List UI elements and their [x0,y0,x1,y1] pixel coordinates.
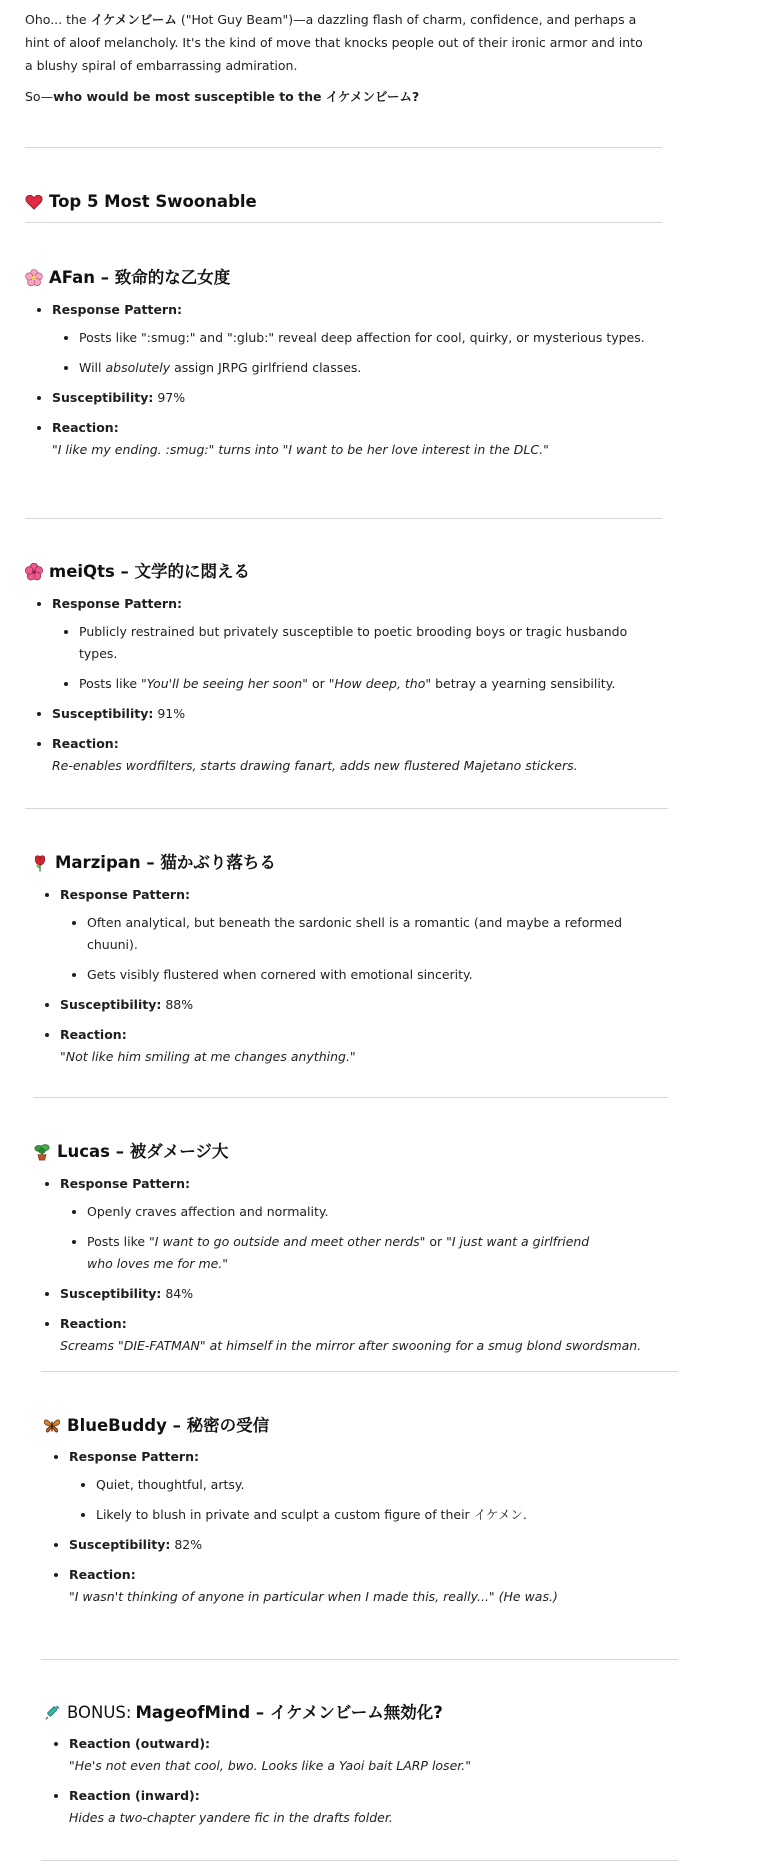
section-title: Lucas – 被ダメージ大 [57,1142,229,1161]
list-item: • Publicly restrained but privately susceptible to poetic brooding boys or tragic husbando types. [79,621,645,665]
reaction-text: "I like my ending. :smug:" turns into "I want to be her love interest in the DLC." [52,442,549,457]
section-bluebuddy [42,1446,662,1616]
section-title: BlueBuddy – 秘密の受信 [67,1416,270,1435]
divider [33,1097,668,1098]
divider [25,518,662,519]
section-heading-lucas [33,1141,228,1163]
section-heading-bluebuddy [43,1415,269,1437]
text: Posts like [79,676,142,691]
syringe-icon [43,1704,61,1722]
list-item [79,673,645,695]
list-item [69,1564,662,1608]
susceptibility-label: Susceptibility: [52,706,154,721]
butterfly-icon [43,1417,61,1435]
blossom-icon [25,269,43,287]
list-item [52,387,645,409]
text: betray a yearning sensibility. [431,676,616,691]
intro-text-rest: ("Hot Guy Beam")—a dazzling flash of charm, confidence, and perhaps a hint of aloof melancholy. It's the kind of move that knocks people out of their ironic armor and into a blushy spiral of embarrassing admiration. [25,12,643,73]
reaction-text: "I wasn't thinking of anyone in particular when I made this, really..." (He was.) [69,1589,558,1604]
section-afan [25,299,645,469]
section-lucas [33,1173,653,1365]
susceptibility-value: 84% [165,1286,194,1301]
potted-plant-icon [33,1143,51,1161]
response-pattern-label: Response Pattern: [52,302,182,317]
section-heading-afan [25,267,230,289]
emphasis: "You'll be seeing her soon" [141,676,308,691]
reaction-outward-label: Reaction (outward): [69,1736,211,1751]
list-item [52,703,645,725]
list-item: • Posts like ":smug:" and ":glub:" reveal deep affection for cool, quirky, or mysterious types. [79,327,645,349]
section-title: meiQts – 文学的に悶える [49,562,251,581]
intro-text: Oho... the [25,12,91,27]
top-heading-text: Top 5 Most Swoonable [49,192,257,211]
reaction-text: "He's not even that cool, bwo. Looks like a Yaoi bait LARP loser." [69,1758,471,1773]
divider [41,1371,678,1372]
divider [25,222,662,223]
list-item: • Openly craves affection and normality. [87,1201,653,1223]
list-item [87,1231,653,1275]
rose-icon [31,854,49,872]
question-prefix: So— [25,89,54,104]
response-pattern-label: Response Pattern: [69,1449,199,1464]
emphasis: "I want to go outside and meet other nerds" [149,1234,426,1249]
question-text: who would be most susceptible to the イケメンビーム? [53,89,420,104]
susceptibility-label: Susceptibility: [60,997,162,1012]
reaction-text: Hides a two-chapter yandere fic in the drafts folder. [69,1810,393,1825]
divider [25,147,662,148]
list-item [52,417,645,461]
reaction-inward-label: Reaction (inward): [69,1788,200,1803]
intro-highlight: イケメンビーム [90,12,177,27]
susceptibility-value: 97% [157,390,186,405]
susceptibility-value: 88% [165,997,194,1012]
text: or [307,676,329,691]
list-item [52,299,645,379]
reaction-label: Reaction: [60,1316,127,1331]
top-heading [25,191,257,213]
section-heading-marzipan [31,852,276,874]
intro [25,8,645,116]
reaction-text: Screams "DIE-FATMAN" at himself in the mirror after swooning for a smug blond swordsman. [60,1338,642,1353]
list-item [69,1733,662,1777]
susceptibility-label: Susceptibility: [69,1537,171,1552]
reaction-text: Re-enables wordfilters, starts drawing fanart, adds new flustered Majetano stickers. [52,758,578,773]
list-item [69,1446,662,1526]
text: Will [79,360,106,375]
divider [41,1659,678,1660]
list-item: • Quiet, thoughtful, artsy. [96,1474,662,1496]
hibiscus-icon [25,563,43,581]
emphasis: "How deep, tho" [328,676,432,691]
section-heading-meiqts [25,561,250,583]
intro-paragraph [25,8,645,77]
susceptibility-value: 91% [157,706,186,721]
section-title: Marzipan – 猫かぶり落ちる [55,853,276,872]
divider [25,808,668,809]
list-item [69,1785,662,1829]
section-heading-bonus [43,1702,443,1724]
list-item: • Often analytical, but beneath the sardonic shell is a romantic (and maybe a reformed chuuni). [87,912,653,956]
susceptibility-value: 82% [174,1537,203,1552]
reaction-label: Reaction: [52,420,119,435]
list-item [60,884,653,986]
reaction-text: "Not like him smiling at me changes anything." [60,1049,356,1064]
section-meiqts [25,593,645,785]
section-bonus [42,1733,662,1837]
emphasis: absolutely [105,360,171,375]
divider [41,1860,678,1861]
list-item [60,1024,653,1068]
list-item [69,1534,662,1556]
list-item [60,994,653,1016]
list-item [60,1283,653,1305]
text: Posts like [87,1234,150,1249]
list-item: • Likely to blush in private and sculpt a custom figure of their イケメン. [96,1504,662,1526]
bonus-prefix: BONUS: [67,1703,132,1722]
susceptibility-label: Susceptibility: [52,390,154,405]
reaction-label: Reaction: [60,1027,127,1042]
section-marzipan [33,884,653,1076]
list-item [79,357,645,379]
response-pattern-label: Response Pattern: [60,887,190,902]
list-item [60,1173,653,1275]
text: assign JRPG girlfriend classes. [170,360,362,375]
response-pattern-label: Response Pattern: [60,1176,190,1191]
susceptibility-label: Susceptibility: [60,1286,162,1301]
reaction-label: Reaction: [69,1567,136,1582]
text: or [425,1234,447,1249]
response-pattern-label: Response Pattern: [52,596,182,611]
reaction-label: Reaction: [52,736,119,751]
intro-question [25,85,645,108]
section-title: MageofMind – イケメンビーム無効化? [135,1703,443,1722]
section-title: AFan – 致命的な乙女度 [49,268,231,287]
list-item [52,593,645,695]
emphasis: "I just want a girlfriend who loves me for me." [87,1234,590,1271]
red-heart-icon [25,193,43,211]
list-item: • Gets visibly flustered when cornered with emotional sincerity. [87,964,653,986]
list-item [60,1313,653,1357]
list-item [52,733,645,777]
